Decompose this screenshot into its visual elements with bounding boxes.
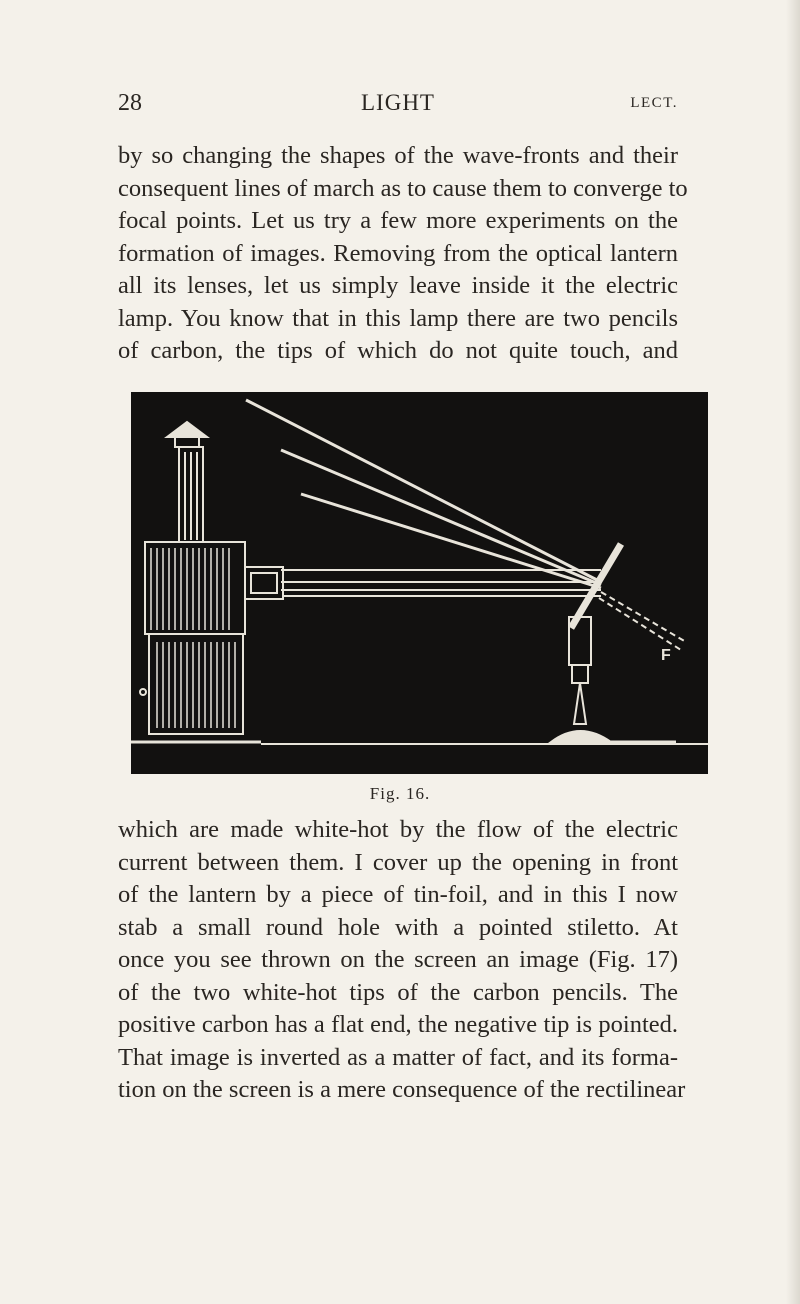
text-line: formation of images. Removing from the optical lantern xyxy=(118,239,678,267)
running-section: LECT. xyxy=(630,95,678,111)
text-line: That image is inverted as a matter of fact, and its forma- xyxy=(118,1043,678,1071)
text-line: positive carbon has a flat end, the negative tip is pointed. xyxy=(118,1011,678,1038)
text-line: of the two white-hot tips of the carbon pencils. The xyxy=(118,978,678,1006)
lantern-body xyxy=(145,542,245,634)
figure-caption: Fig. 16. xyxy=(369,784,431,803)
running-head xyxy=(118,90,678,122)
text-line: once you see thrown on the screen an image (Fig. 17) xyxy=(118,946,678,973)
paragraph-top xyxy=(118,140,688,368)
text-line: which are made white-hot by the flow of the electric xyxy=(118,816,678,843)
running-title: LIGHT xyxy=(361,90,435,115)
text-line: of the lantern by a piece of tin-foil, and in this I now xyxy=(118,881,678,908)
text-line: focal points. Let us try a few more experiments on the xyxy=(118,207,678,234)
mirror xyxy=(571,544,621,628)
paragraph-bottom xyxy=(118,814,686,1107)
figure-lantern-engraving xyxy=(131,392,708,774)
page-edge-shadow xyxy=(786,0,800,1304)
chimney-cap xyxy=(167,422,207,437)
page-number: 28 xyxy=(118,90,142,116)
text-line: all its lenses, let us simply leave inside it the electric xyxy=(118,272,678,299)
text-line: of carbon, the tips of which do not quite touch, and xyxy=(118,337,678,364)
text-line: stab a small round hole with a pointed stiletto. At xyxy=(118,913,678,941)
text-line: by so changing the shapes of the wave-fronts and their xyxy=(118,142,678,169)
text-line: consequent lines of march as to cause them to converge to xyxy=(118,174,688,202)
figure-label-f: F xyxy=(661,647,671,664)
text-line: current between them. I cover up the opening in front xyxy=(118,848,678,876)
lantern-illustration xyxy=(131,392,708,774)
text-line: tion on the screen is a mere consequence of the rectilinear xyxy=(118,1076,686,1103)
text-line: lamp. You know that in this lamp there are two pencils xyxy=(118,304,678,332)
